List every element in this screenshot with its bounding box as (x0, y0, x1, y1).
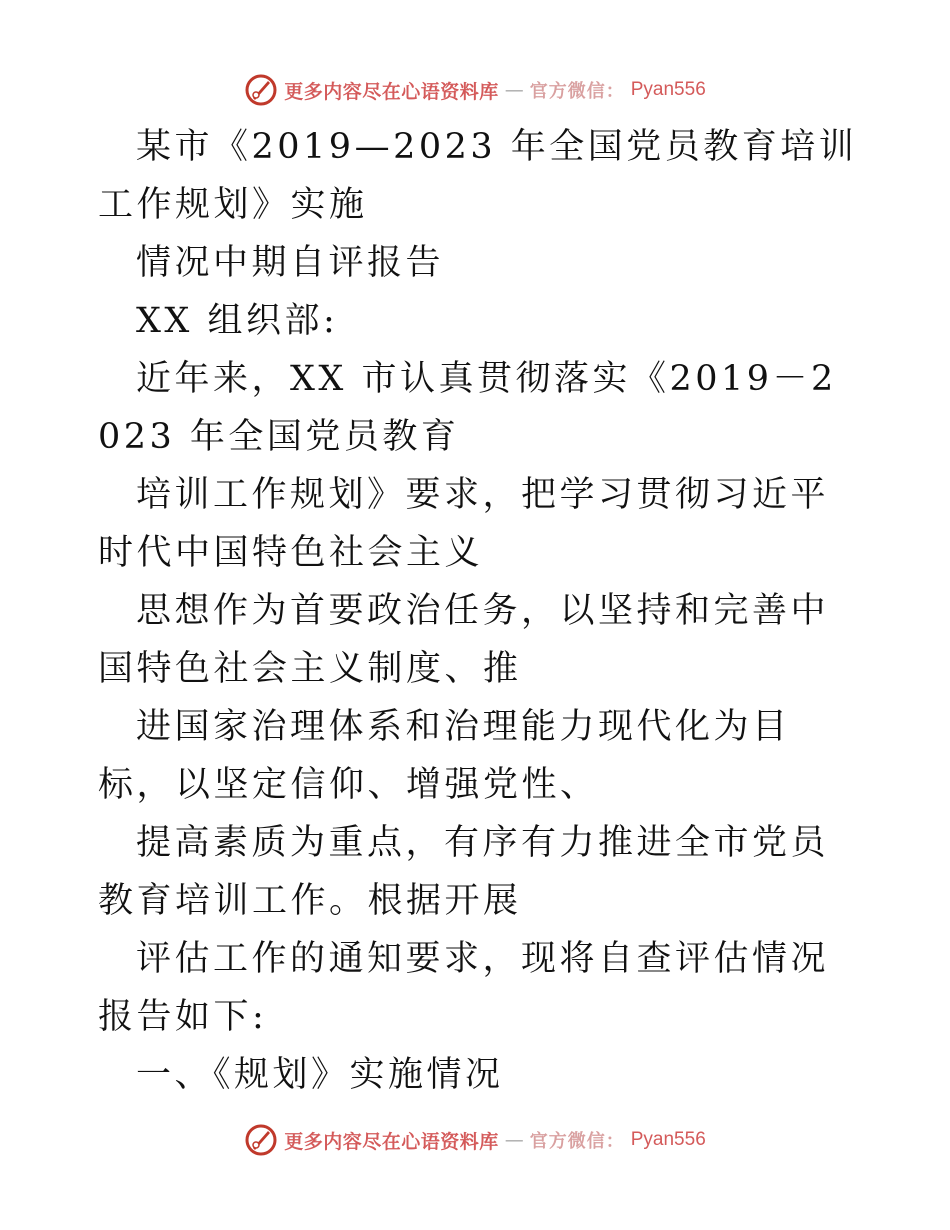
body-paragraph: 思想作为首要政治任务，以坚持和完善中国特色社会主义制度、推 (98, 591, 830, 689)
document-body (98, 118, 858, 1104)
body-paragraph: 评估工作的通知要求，现将自查评估情况报告如下: (98, 939, 830, 1037)
watermark-wechat-id: Pyan556 (630, 79, 706, 100)
body-paragraph: 培训工作规划》要求，把学习贯彻习近平时代中国特色社会主义 (98, 475, 830, 573)
watermark-wechat-label: 官方微信： (529, 1131, 625, 1152)
addressee: XX 组织部: (136, 301, 339, 341)
watermark-separator: — (504, 1129, 524, 1151)
section-heading: 一、《规划》实施情况 (136, 1055, 504, 1095)
watermark-text: 更多内容尽在心语资料库 (284, 80, 499, 103)
body-paragraph: 进国家治理体系和治理能力现代化为目标，以坚定信仰、增强党性、 (98, 707, 791, 805)
watermark-wechat-label: 官方微信： (529, 81, 625, 102)
quill-logo-icon (244, 73, 278, 107)
watermark-text: 更多内容尽在心语资料库 (284, 1130, 499, 1153)
body-paragraph: 提高素质为重点，有序有力推进全市党员教育培训工作。根据开展 (98, 823, 830, 921)
document-title-line-2: 情况中期自评报告 (136, 243, 445, 283)
header-watermark (0, 70, 950, 110)
document-title-line-1: 某市《2019—2023 年全国党员教育培训工作规划》实施 (98, 127, 858, 225)
watermark-wechat-id: Pyan556 (630, 1129, 706, 1150)
quill-logo-icon (244, 1123, 278, 1157)
footer-watermark (0, 1120, 950, 1160)
body-paragraph: 近年来，XX 市认真贯彻落实《2019－2023 年全国党员教育 (98, 359, 837, 457)
watermark-separator: — (504, 79, 524, 101)
